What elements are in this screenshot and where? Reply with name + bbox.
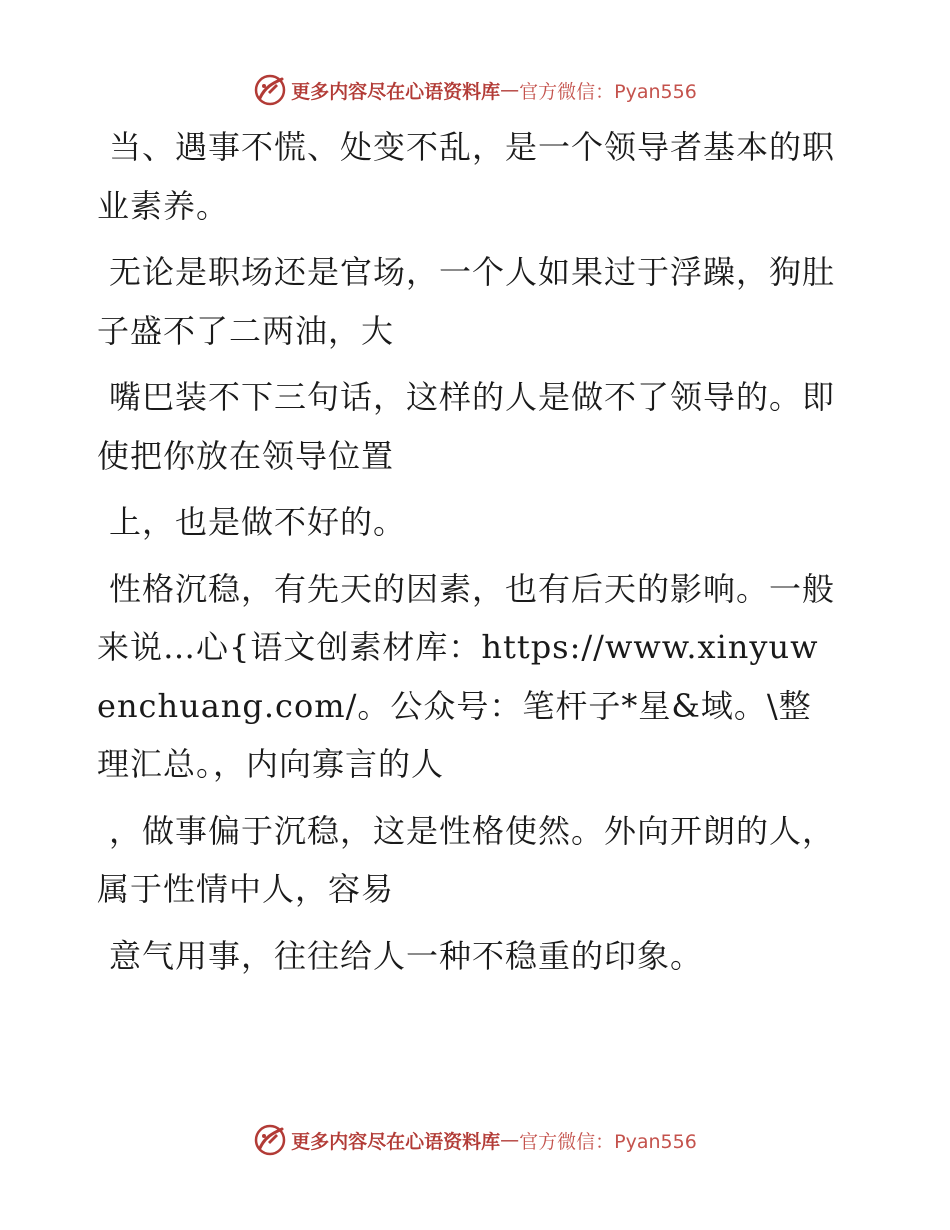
footer-watermark [0, 1122, 950, 1158]
document-body [97, 118, 837, 993]
paragraph-2: 无论是职场还是官场，一个人如果过于浮躁，狗肚子盛不了二两油，大 [97, 253, 836, 350]
footer-wechat-text: 官方微信：Pyan556 [519, 1130, 697, 1153]
footer-separator: — [500, 1129, 520, 1151]
header-separator: — [500, 79, 520, 101]
header-brand-text: 更多内容尽在心语资料库 [291, 80, 501, 103]
paragraph-4: 上，也是做不好的。 [109, 503, 407, 541]
paragraph-1: 当、遇事不慌、处变不乱，是一个领导者基本的职业素养。 [97, 128, 836, 225]
paragraph-3: 嘴巴装不下三句话，这样的人是做不了领导的。即使把你放在领导位置 [97, 378, 836, 475]
header-watermark [0, 72, 950, 108]
pen-logo-icon [253, 73, 287, 107]
pen-logo-icon [253, 1123, 287, 1157]
footer-brand-text: 更多内容尽在心语资料库 [291, 1130, 501, 1153]
paragraph-5: 性格沉稳，有先天的因素，也有后天的影响。一般来说…心{语文创素材库：https://www.xinyuwenchuang.com/。公众号：笔杆子*星&域。\整理汇总。，内向寡言的人 [97, 569, 836, 783]
paragraph-6: ，做事偏于沉稳，这是性格使然。外向开朗的人，属于性情中人，容易 [97, 811, 836, 908]
paragraph-7: 意气用事，往往给人一种不稳重的印象。 [109, 936, 704, 975]
header-wechat-text: 官方微信：Pyan556 [519, 80, 697, 103]
